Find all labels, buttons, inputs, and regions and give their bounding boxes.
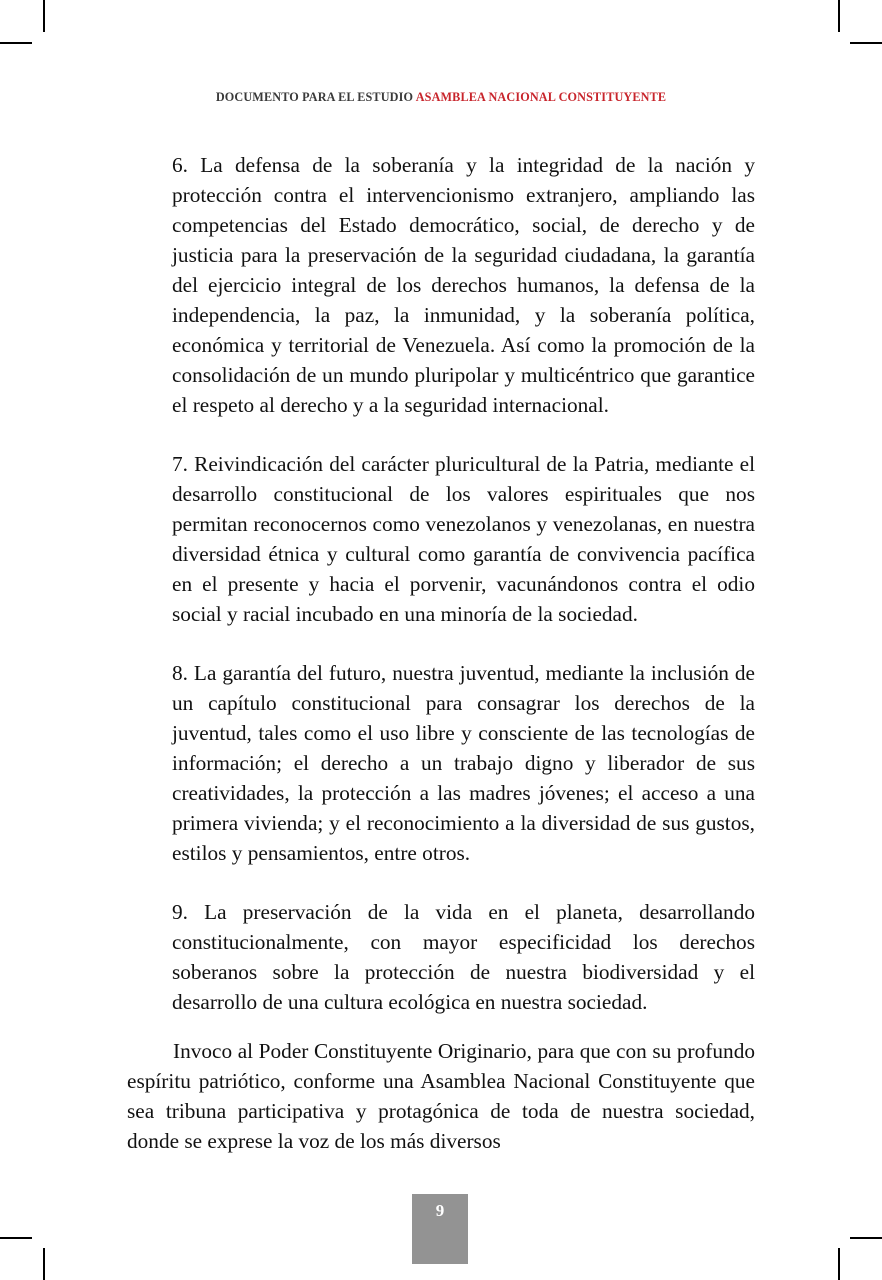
crop-mark-bottom-left-horizontal xyxy=(0,1237,32,1239)
paragraph-item-9: 9. La preservación de la vida en el planeta, desarrollando constitucionalmente, con mayor especificidad los derechos soberanos sobre la protección de nuestra biodiversidad y el desarrollo de una cultura ecológica en nuestra sociedad. xyxy=(172,900,755,1014)
crop-mark-top-left-horizontal xyxy=(0,42,32,44)
body-text-column xyxy=(172,150,755,1017)
running-head-right-text: ASAMBLEA NACIONAL CONSTITUYENTE xyxy=(415,90,667,104)
crop-mark-top-right-horizontal xyxy=(850,42,882,44)
paragraph-item-6: 6. La defensa de la soberanía y la integridad de la nación y protección contra el intervencionismo extranjero, ampliando las competencias del Estado democrático, social, de derecho y de justicia para la preservación de la seguridad ciudadana, la garantía del ejercicio integral de los derechos humanos, la defensa de la independencia, la paz, la inmunidad, y la soberanía política, económica y territorial de Venezuela. Así como la promoción de la consolidación de un mundo pluripolar y multicéntrico que garantice el respeto al derecho y a la seguridad internacional. xyxy=(172,153,755,417)
running-head-left-text: DOCUMENTO PARA EL ESTUDIO xyxy=(215,90,414,104)
closing-text-column xyxy=(127,1036,755,1156)
crop-mark-top-left-vertical xyxy=(43,0,45,32)
closing-paragraph: Invoco al Poder Constituyente Originario, para que con su profundo espíritu patriótico, conforme una Asamblea Nacional Constituyente que sea tribuna participativa y protagónica de toda de nuestra sociedad, donde se exprese la voz de los más diversos xyxy=(127,1039,755,1153)
crop-mark-top-right-vertical xyxy=(838,0,840,32)
crop-mark-bottom-right-vertical xyxy=(838,1248,840,1280)
folio-box xyxy=(412,1194,468,1264)
page-number: 9 xyxy=(435,1201,445,1220)
paragraph-item-8: 8. La garantía del futuro, nuestra juventud, mediante la inclusión de un capítulo constitucional para consagrar los derechos de la juventud, tales como el uso libre y consciente de las tecnologías de información; el derecho a un trabajo digno y liberador de sus creatividades, la protección a las madres jóvenes; el acceso a una primera vivienda; y el reconocimiento a la diversidad de sus gustos, estilos y pensamientos, entre otros. xyxy=(172,661,755,865)
paragraph-item-7: 7. Reivindicación del carácter pluricultural de la Patria, mediante el desarrollo constitucional de los valores espirituales que nos permitan reconocernos como venezolanos y venezolanas, en nuestra diversidad étnica y cultural como garantía de convivencia pacífica en el presente y hacia el porvenir, vacunándonos contra el odio social y racial incubado en una minoría de la sociedad. xyxy=(172,452,755,626)
crop-mark-bottom-left-vertical xyxy=(43,1248,45,1280)
running-head xyxy=(0,91,882,103)
crop-mark-bottom-right-horizontal xyxy=(850,1237,882,1239)
